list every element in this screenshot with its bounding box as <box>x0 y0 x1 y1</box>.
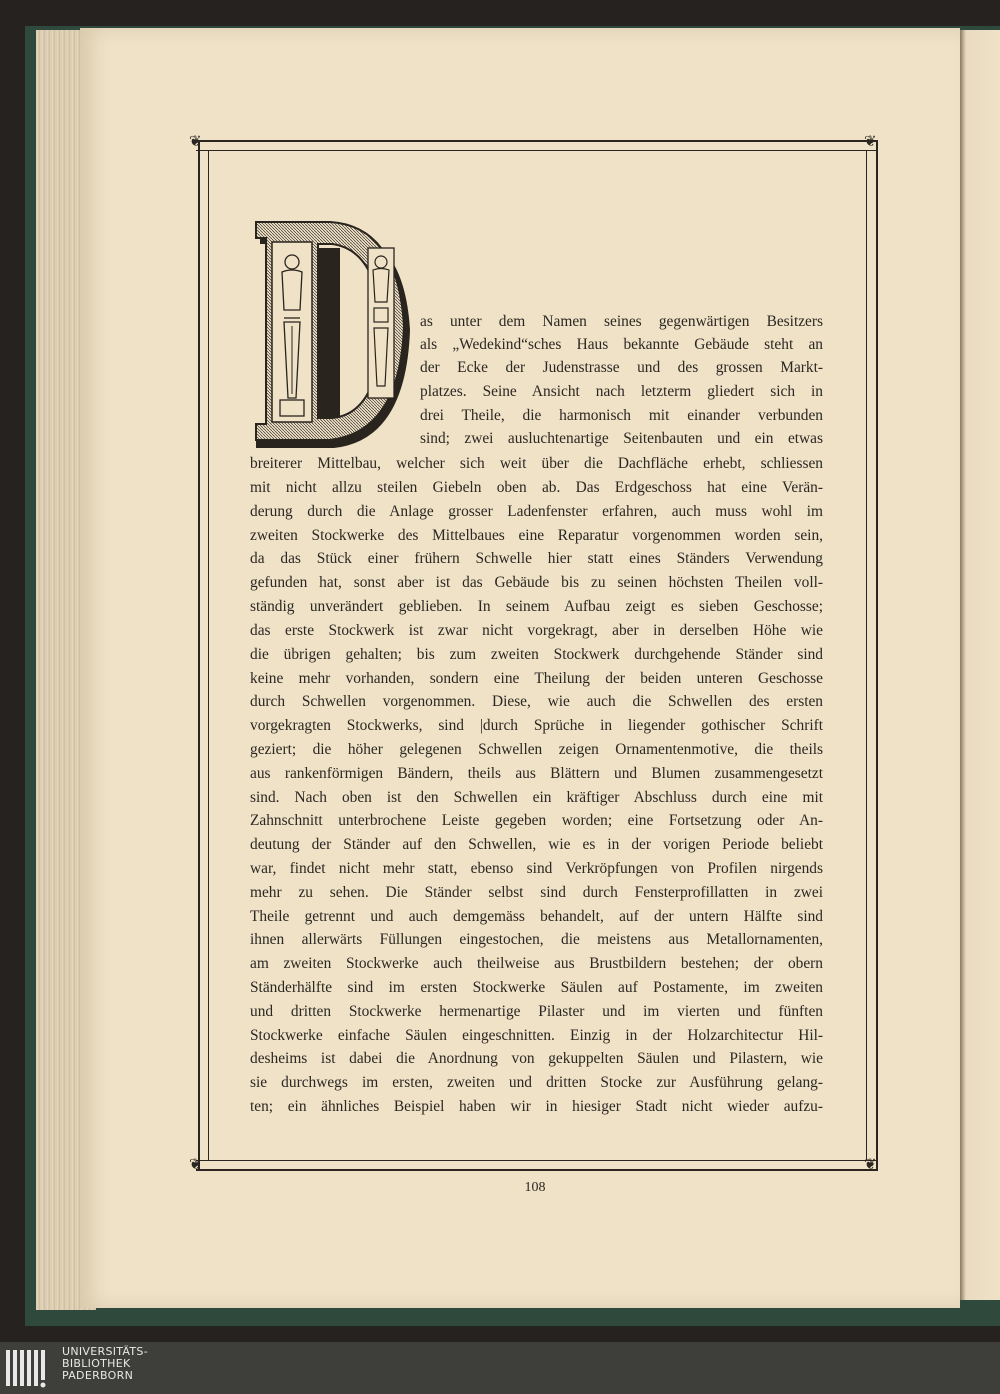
text-line: aus rankenförmigen Bändern, theils aus Blättern und Blumen zusammengesetzt <box>250 765 823 782</box>
text-line: Ständerhälfte sind im ersten Stockwerke Säulen auf Postamente, im zweiten <box>250 979 823 996</box>
text-line: war, findet nicht mehr statt, ebenso sind Verkröpfungen von Profilen nirgends <box>250 860 823 877</box>
library-footer <box>0 1342 1000 1394</box>
corner-ornament-icon: ❦ <box>189 132 202 150</box>
text-line: desheims ist dabei die Anordnung von gekuppelten Säulen und Pilastern, wie <box>250 1050 823 1067</box>
text-line: keine mehr vorhanden, sondern eine Theilung der beiden unteren Geschosse <box>250 670 823 687</box>
text-line: sind; zwei ausluchtenartige Seitenbauten und ein etwas <box>420 430 823 447</box>
text-line: sie durchwegs im ersten, zweiten und dritten Stocke zur Ausführung gelang- <box>250 1074 823 1091</box>
text-line: am zweiten Stockwerke auch theilweise aus Brustbildern bestehen; der obern <box>250 955 823 972</box>
text-line: Theile getrennt und auch demgemäss behandelt, auf der untern Hälfte sind <box>250 908 823 925</box>
text-line: und dritten Stockwerke hermenartige Pilaster und im vierten und fünften <box>250 1003 823 1020</box>
text-line: zweiten Stockwerke des Mittelbaues eine Reparatur vorgenommen worden sein, <box>250 527 823 544</box>
text-line: ihnen allerwärts Füllungen eingestochen, die meistens aus Metallornamenten, <box>250 931 823 948</box>
text-line: mehr zu sehen. Die Ständer selbst sind durch Fensterprofillatten in zwei <box>250 884 823 901</box>
text-line: breiterer Mittelbau, welcher sich weit über die Dachfläche erhebt, schliessen <box>250 455 823 472</box>
text-line: als „Wedekind“sches Haus bekannte Gebäude steht an <box>420 336 823 353</box>
text-line: durch Schwellen vorgenommen. Diese, wie auch die Schwellen des ersten <box>250 693 823 710</box>
library-name-line: BIBLIOTHEK <box>62 1357 131 1370</box>
text-line: die übrigen gehalten; bis zum zweiten Stockwerk durchgehende Ständer sind <box>250 646 823 663</box>
text-line: gefunden hat, sonst aber ist das Gebäude bis zu seinen höchsten Theilen voll- <box>250 574 823 591</box>
dropcap-d-icon <box>254 218 412 448</box>
text-line: Zahnschnitt unterbrochene Leiste gegeben worden; eine Fortsetzung oder An- <box>250 812 823 829</box>
text-line: drei Theile, die harmonisch mit einander verbunden <box>420 407 823 424</box>
library-logo-icon <box>4 1346 48 1390</box>
text-line: das erste Stockwerk ist zwar nicht vorgekragt, aber in derselben Höhe wie <box>250 622 823 639</box>
library-name-line: PADERBORN <box>62 1369 134 1382</box>
text-line: sind. Nach oben ist den Schwellen ein kräftiger Abschluss durch eine mit <box>250 789 823 806</box>
corner-ornament-icon: ❦ <box>864 1155 877 1173</box>
text-line: as unter dem Namen seines gegenwärtigen Besitzers <box>420 313 823 330</box>
text-line: vorgekragten Stockwerks, sind |durch Sprüche in liegender gothischer Schrift <box>250 717 823 734</box>
text-line: platzes. Seine Ansicht nach letzterm gliedert sich in <box>420 383 823 400</box>
text-line: deutung der Ständer auf den Schwellen, wie es in der vorigen Periode beliebt <box>250 836 823 853</box>
facing-page-edge <box>960 30 1000 1300</box>
text-line: ten; ein ähnliches Beispiel haben wir in hiesiger Stadt nicht wieder aufzu- <box>250 1098 823 1115</box>
library-name-line: UNIVERSITÄTS- <box>62 1345 148 1358</box>
text-line: da das Stück einer frühern Schwelle hier statt eines Ständers Verwendung <box>250 550 823 567</box>
text-line: der Ecke der Judenstrasse und des grossen Markt- <box>420 359 823 376</box>
text-line: geziert; die höher gelegenen Schwellen zeigen Ornamentenmotive, die theils <box>250 741 823 758</box>
page-number: 108 <box>524 1180 546 1195</box>
text-line: ständig unverändert geblieben. In seinem Aufbau zeigt es sieben Geschosse; <box>250 598 823 615</box>
text-line: Stockwerke einfache Säulen eingeschnitten. Einzig in der Holzarchitectur Hil- <box>250 1027 823 1044</box>
corner-ornament-icon: ❦ <box>189 1155 202 1173</box>
corner-ornament-icon: ❦ <box>864 132 877 150</box>
text-line: mit nicht allzu steilen Giebeln oben ab. Das Erdgeschoss hat eine Verän- <box>250 479 823 496</box>
text-line: derung durch die Anlage grosser Ladenfenster erfahren, auch muss wohl im <box>250 503 823 520</box>
